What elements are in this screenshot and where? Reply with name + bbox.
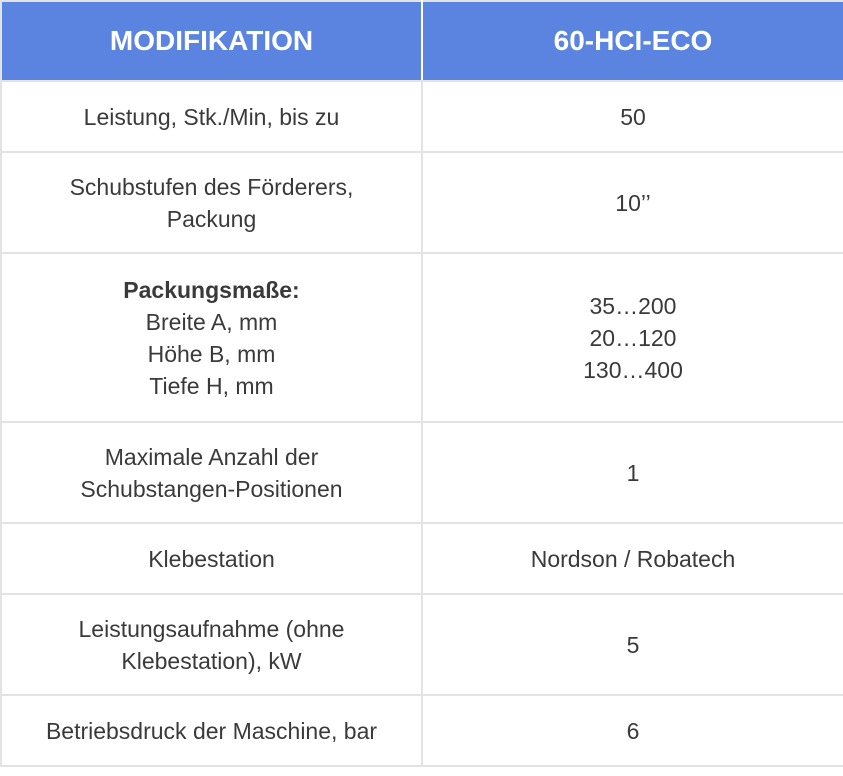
table-row bbox=[1, 81, 843, 152]
row-value bbox=[422, 422, 843, 523]
value-line: 35…200 bbox=[589, 292, 677, 319]
value-line: 50 bbox=[620, 103, 646, 130]
label-line: Klebestation bbox=[148, 545, 275, 572]
label-line: Betriebsdruck der Maschine, bar bbox=[45, 717, 378, 744]
value-line: 6 bbox=[626, 717, 640, 744]
value-line: 10’’ bbox=[615, 189, 651, 216]
row-value bbox=[422, 253, 843, 422]
value-line: Nordson / Robatech bbox=[530, 545, 736, 572]
table-header-row bbox=[1, 1, 843, 81]
row-value bbox=[422, 523, 843, 594]
row-label bbox=[1, 152, 422, 253]
label-line: Höhe B, mm bbox=[147, 340, 276, 367]
table-row bbox=[1, 422, 843, 523]
row-label bbox=[1, 523, 422, 594]
label-line: Schubstufen des Förderers, bbox=[69, 173, 354, 200]
header-model: 60-HCI-ECO bbox=[422, 1, 843, 81]
row-value bbox=[422, 594, 843, 695]
header-modification: MODIFIKATION bbox=[1, 1, 422, 81]
table-row bbox=[1, 594, 843, 695]
label-title: Packungsmaße: bbox=[123, 276, 300, 303]
row-label bbox=[1, 81, 422, 152]
value-line: 5 bbox=[626, 631, 640, 658]
label-line: Leistung, Stk./Min, bis zu bbox=[83, 103, 340, 130]
table-row bbox=[1, 152, 843, 253]
row-label bbox=[1, 422, 422, 523]
label-line: Maximale Anzahl der bbox=[104, 443, 319, 470]
label-line: Packung bbox=[166, 205, 257, 232]
row-label bbox=[1, 594, 422, 695]
table-row bbox=[1, 253, 843, 422]
row-label bbox=[1, 253, 422, 422]
row-value bbox=[422, 152, 843, 253]
table-row bbox=[1, 523, 843, 594]
row-value bbox=[422, 81, 843, 152]
label-line: Tiefe H, mm bbox=[149, 372, 274, 399]
table-row bbox=[1, 695, 843, 766]
value-line: 1 bbox=[626, 459, 640, 486]
row-value bbox=[422, 695, 843, 766]
label-line: Breite A, mm bbox=[145, 308, 278, 335]
value-line: 20…120 bbox=[589, 324, 677, 351]
row-label bbox=[1, 695, 422, 766]
label-line: Leistungsaufnahme (ohne bbox=[78, 615, 345, 642]
label-line: Klebestation), kW bbox=[121, 647, 302, 674]
value-line: 130…400 bbox=[583, 356, 683, 383]
label-line: Schubstangen-Positionen bbox=[80, 475, 343, 502]
